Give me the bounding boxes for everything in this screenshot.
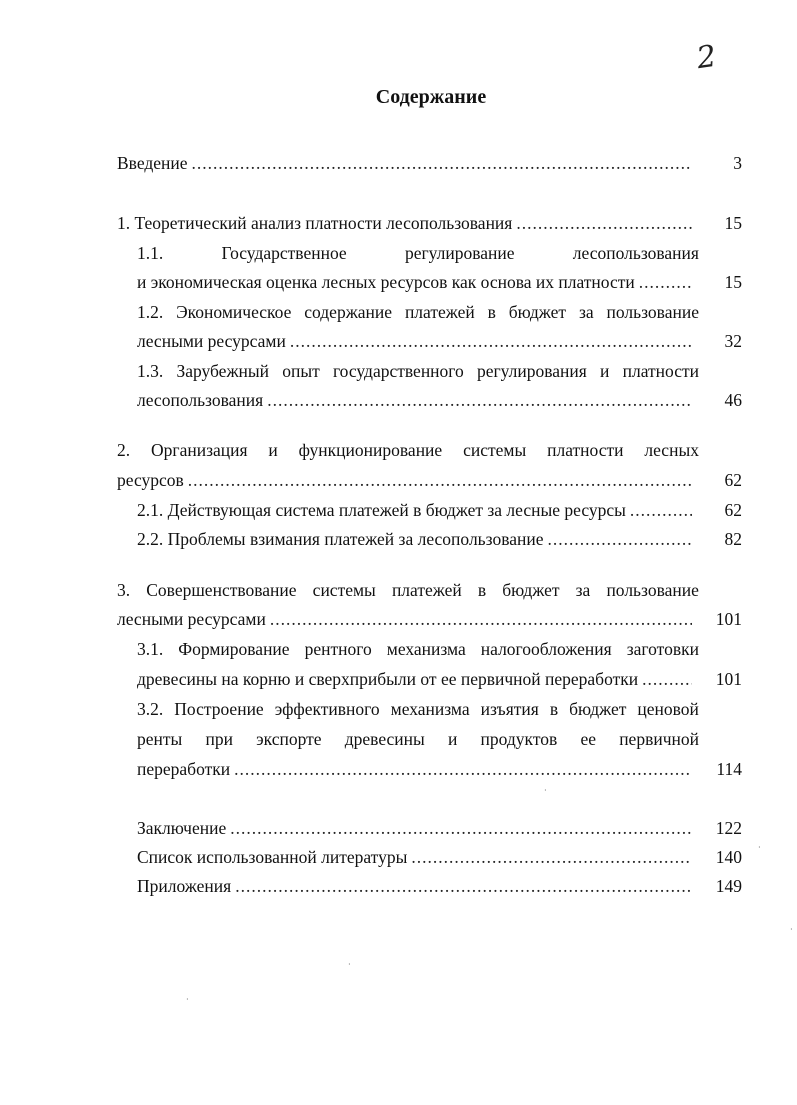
toc-page-number: 149 [715,876,742,896]
toc-page-number: 101 [715,669,742,689]
toc-entry-2-1[interactable] [137,497,742,523]
word: древесины [344,729,425,749]
toc-entry-chapter-2-line1[interactable] [117,437,699,463]
word: бюджет [569,699,627,719]
toc-entry-text: лесными ресурсами [137,331,286,351]
word: механизма [390,699,470,719]
toc-entry-1-2-line2[interactable] [137,328,742,354]
word: бюджет [508,302,567,322]
word: Зарубежный [176,361,270,381]
toc-entry-intro[interactable] [117,150,742,176]
word: рентного [304,639,372,659]
toc-page-number: 140 [715,847,742,867]
scan-speck: · [790,925,793,934]
scan-speck: · [348,960,351,969]
word: опыт [282,361,320,381]
toc-entry-appendix[interactable] [137,873,742,899]
toc-entry-text: Приложения [137,876,232,896]
dot-leader [270,606,692,632]
word: пользование [606,580,699,600]
toc-entry-text: древесины на корню и сверхприбыли от ее первичной переработки [137,669,639,689]
toc-entry-text: лесопользования [137,390,264,410]
word: платности [622,361,699,381]
word: 2. [117,440,131,460]
word: и [268,440,278,460]
toc-entry-chapter-1[interactable] [117,210,742,236]
word: регулирование [404,243,515,263]
word: в [477,580,487,600]
toc-entry-text: 1. Теоретический анализ платности лесопользования [117,213,513,233]
toc-entry-3-2-line1[interactable] [137,696,699,722]
toc-entry-text: 2.2. Проблемы взимания платежей за лесопользование [137,529,544,549]
handwritten-page-number: 2 [694,38,719,77]
dot-leader [639,269,692,295]
word: ее [580,729,596,749]
word: за [578,302,594,322]
toc-entry-conclusion[interactable] [137,815,742,841]
word: 3. [117,580,131,600]
word: Совершенствование [146,580,297,600]
word: Государственное [221,243,347,263]
toc-page-number: 82 [724,529,742,549]
toc-entry-2-2[interactable] [137,526,742,552]
word: 1.3. [137,361,164,381]
word: Формирование [178,639,290,659]
word: ценовой [637,699,699,719]
toc-page-number: 114 [716,759,742,779]
dot-leader [516,210,692,236]
toc-entry-1-2-line1[interactable] [137,299,699,325]
word: первичной [619,729,699,749]
dot-leader [230,815,692,841]
word: Построение [174,699,264,719]
word: лесопользования [572,243,699,263]
word: 1.1. [137,243,164,263]
toc-entry-1-3-line2[interactable] [137,387,742,413]
toc-entry-3-1-line1[interactable] [137,636,699,662]
word: продуктов [480,729,558,749]
dot-leader [548,526,692,552]
word: платежей [404,302,475,322]
word: 3.1. [137,639,164,659]
word: 3.2. [137,699,164,719]
scan-speck: · [186,995,189,1004]
toc-entry-text: Введение [117,153,188,173]
dot-leader [192,150,692,176]
dot-leader [234,756,692,782]
toc-entry-1-3-line1[interactable] [137,358,699,384]
toc-entry-3-2-line2[interactable] [137,726,699,752]
toc-page-number: 101 [715,609,742,629]
word: Экономическое [176,302,292,322]
page-title: Содержание [375,86,487,108]
dot-leader [630,497,692,523]
toc-entry-chapter-3-line1[interactable] [117,577,699,603]
word: функционирование [298,440,443,460]
word: ренты [137,729,183,749]
word: системы [312,580,376,600]
word: эффективного [274,699,380,719]
word: государственного [332,361,464,381]
word: механизма [386,639,466,659]
dot-leader [235,873,692,899]
toc-page-number: 62 [724,500,742,520]
word: заготовки [626,639,699,659]
toc-entry-chapter-2-line2[interactable] [117,467,742,493]
toc-entry-text: переработки [137,759,231,779]
word: платежей [391,580,462,600]
word: налогообложения [480,639,612,659]
toc-page-number: 62 [724,470,742,490]
word: содержание [304,302,393,322]
toc-page-number: 122 [715,818,742,838]
toc-page-number: 15 [724,272,742,292]
toc-entry-text: ресурсов [117,470,184,490]
scan-speck: · [544,786,547,795]
word: системы [463,440,527,460]
word: экспорте [256,729,322,749]
word: пользование [606,302,699,322]
word: за [575,580,591,600]
scan-speck: · [758,843,761,852]
word: регулирования [476,361,587,381]
word: изъятия [480,699,539,719]
dot-leader [188,467,692,493]
toc-entry-1-1-line2[interactable] [137,269,742,295]
toc-page-number: 15 [724,213,742,233]
toc-entry-text: лесными ресурсами [117,609,266,629]
toc-entry-3-2-line3[interactable] [137,756,742,782]
toc-entry-text: Список использованной литературы [137,847,408,867]
word: и [447,729,458,749]
toc-entry-text: 2.1. Действующая система платежей в бюджет за лесные ресурсы [137,500,626,520]
word: в [487,302,496,322]
word: платности [547,440,624,460]
word: в [549,699,559,719]
word: лесных [644,440,699,460]
dot-leader [411,844,692,870]
toc-page-number: 3 [733,153,742,173]
toc-entry-text: и экономическая оценка лесных ресурсов как основа их платности [137,272,635,292]
toc-entry-3-1-line2[interactable] [137,666,742,692]
dot-leader [642,666,692,692]
toc-entry-references[interactable] [137,844,742,870]
toc-entry-1-1-line1[interactable] [137,240,699,266]
word: при [205,729,233,749]
toc-page-number: 32 [724,331,742,351]
toc-entry-chapter-3-line2[interactable] [117,606,742,632]
word: и [600,361,610,381]
toc-page-number: 46 [724,390,742,410]
word: 1.2. [137,302,164,322]
word: бюджет [502,580,560,600]
toc-entry-text: Заключение [137,818,227,838]
dot-leader [267,387,692,413]
dot-leader [290,328,692,354]
word: Организация [151,440,248,460]
